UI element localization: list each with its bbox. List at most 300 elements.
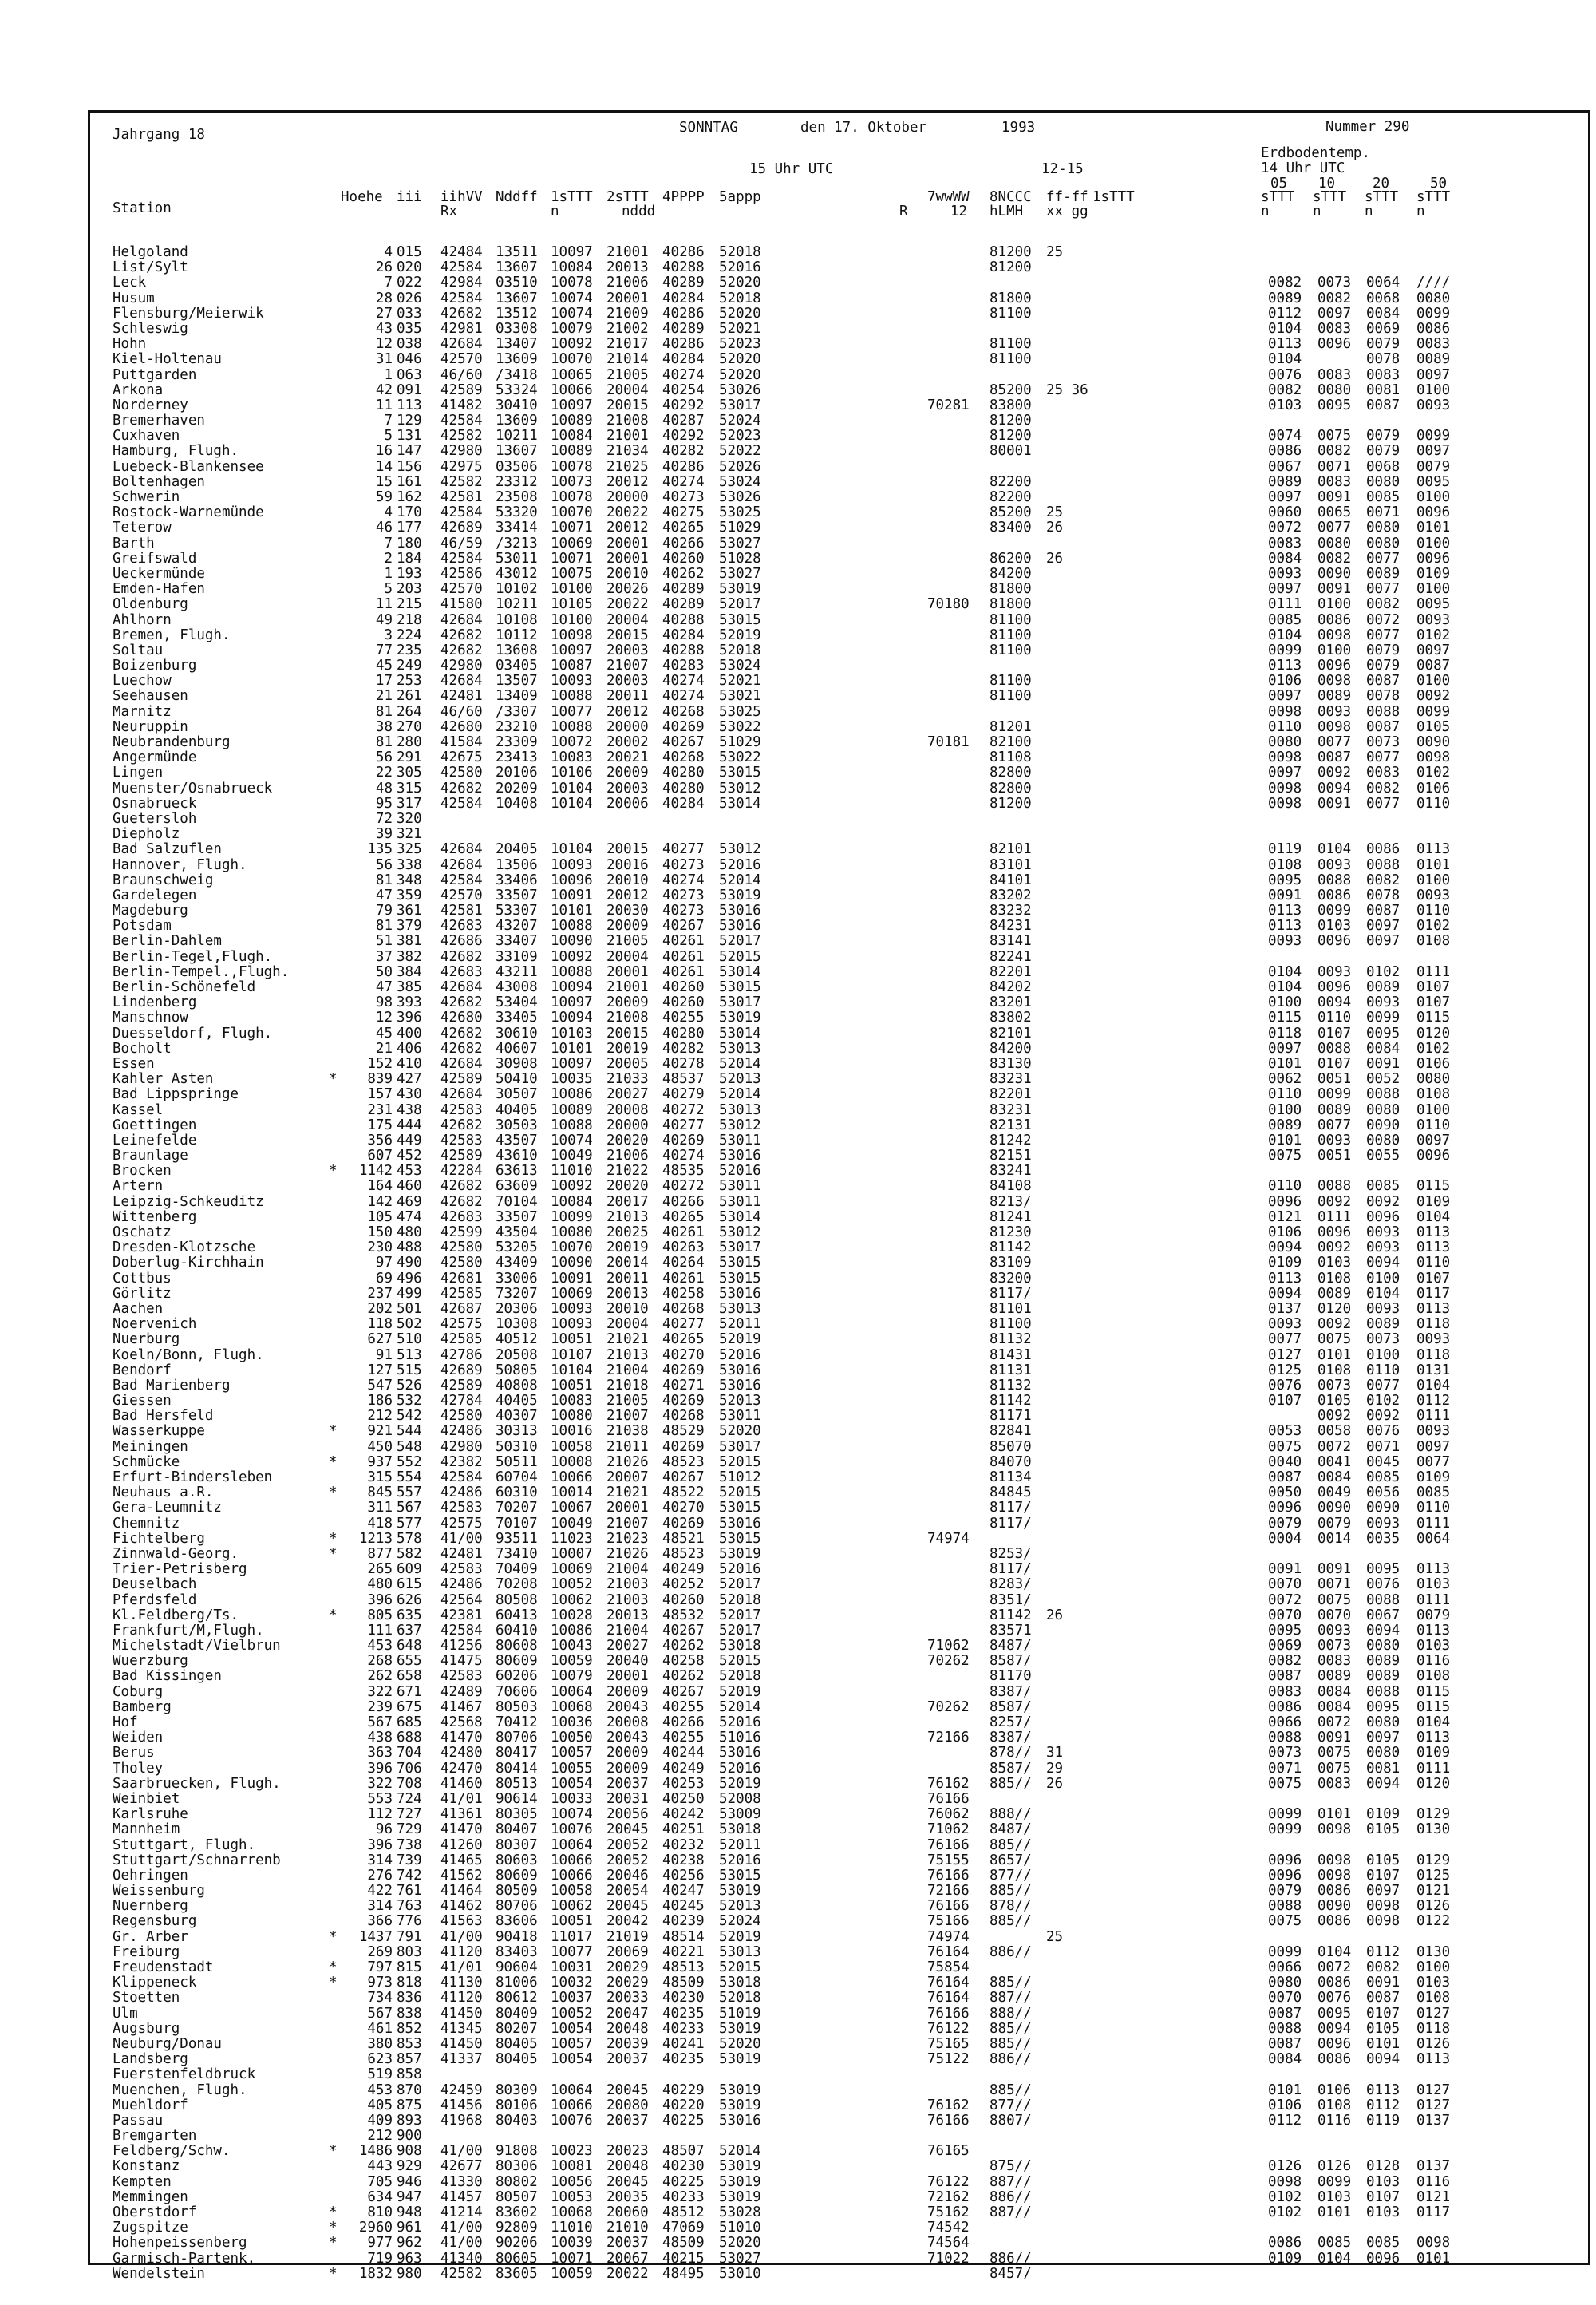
station-id: 852 <box>397 2020 422 2037</box>
soil-temp-value: 0082 <box>1366 780 1400 797</box>
pressure-value: 40275 <box>662 504 705 521</box>
station-name: Neubrandenburg <box>113 734 231 750</box>
station-height: 314 <box>367 1898 393 1915</box>
tendency-value: 51019 <box>719 2005 761 2022</box>
nddff-value: 53320 <box>496 504 538 521</box>
tendency-value: 52011 <box>719 1316 761 1333</box>
soil-temp-value: 0088 <box>1317 872 1352 888</box>
station-height: 105 <box>367 1208 393 1225</box>
temp-2-value: 21005 <box>606 933 649 950</box>
station-name: Teterow <box>113 520 172 536</box>
station-name: Leipzig-Schkeuditz <box>113 1193 264 1210</box>
station-id: 325 <box>397 841 422 858</box>
soil-temp-value: 0095 <box>1268 1622 1302 1639</box>
table-row <box>0 858 1596 873</box>
soil-temp-value: 0087 <box>1268 1668 1302 1685</box>
table-row <box>0 950 1596 965</box>
nddff-value: 80802 <box>496 2173 538 2190</box>
mountain-marker: * <box>329 2265 338 2282</box>
station-id: 338 <box>397 856 422 873</box>
table-row <box>0 1255 1596 1271</box>
soil-temp-value: 0055 <box>1366 1148 1400 1164</box>
station-id: 033 <box>397 305 422 322</box>
station-height: 142 <box>367 1193 393 1210</box>
iihvv-value: 42684 <box>440 673 483 690</box>
station-name: Aachen <box>113 1300 164 1317</box>
iihvv-value: 42382 <box>440 1453 483 1470</box>
nddff-value: 33109 <box>496 948 538 965</box>
temp-1-value: 10088 <box>551 963 593 980</box>
iihvv-value: 41/00 <box>440 2143 483 2160</box>
temp-2-value: 20015 <box>606 397 649 413</box>
station-id: 396 <box>397 1010 422 1026</box>
cloud-value: 8487/ <box>990 1821 1032 1838</box>
station-name: Bad Marienberg <box>113 1377 231 1394</box>
station-height: 12 <box>375 336 393 353</box>
table-row <box>0 1103 1596 1118</box>
station-height: 1437 <box>358 1928 393 1945</box>
nddff-value: 53307 <box>496 903 538 919</box>
iihvv-value: 42681 <box>440 1270 483 1287</box>
pressure-value: 40268 <box>662 1300 705 1317</box>
iihvv-value: 42584 <box>440 872 483 888</box>
soil-temp-value: 0101 <box>1416 2250 1451 2267</box>
soil-temp-value: 0078 <box>1366 887 1400 903</box>
soil-temp-value: 0119 <box>1268 841 1302 858</box>
pressure-value: 40289 <box>662 275 705 291</box>
table-row <box>0 2220 1596 2236</box>
station-height: 3 <box>384 627 393 643</box>
station-height: 418 <box>367 1515 393 1532</box>
soil-temp-value: 0094 <box>1366 1775 1400 1792</box>
iihvv-value: 42975 <box>440 458 483 475</box>
station-id: 542 <box>397 1408 422 1425</box>
soil-temp-value: 0093 <box>1317 856 1352 873</box>
gust-value: 31 <box>1046 1745 1064 1761</box>
station-id: 946 <box>397 2173 422 2190</box>
pressure-value: 40267 <box>662 1683 705 1700</box>
table-row <box>0 613 1596 628</box>
weather-value: 75155 <box>927 1852 970 1868</box>
soil-temp-value: 0049 <box>1317 1485 1352 1501</box>
iihvv-value: 41120 <box>440 1943 483 1960</box>
temp-2-value: 20000 <box>606 489 649 505</box>
cloud-value: 8657/ <box>990 1852 1032 1868</box>
soil-temp-value: 0004 <box>1268 1530 1302 1547</box>
station-height: 17 <box>375 673 393 690</box>
iihvv-value: 42683 <box>440 963 483 980</box>
soil-temp-value: 0086 <box>1366 841 1400 858</box>
soil-temp-value: 0122 <box>1416 1913 1451 1930</box>
weather-value: 72166 <box>927 1730 970 1746</box>
pressure-value: 40269 <box>662 1362 705 1378</box>
soil-temp-value: 0078 <box>1366 351 1400 368</box>
tendency-value: 53019 <box>719 1545 761 1562</box>
tendency-value: 53016 <box>719 903 761 919</box>
temp-1-value: 10097 <box>551 1055 593 1072</box>
pressure-value: 48523 <box>662 1545 705 1562</box>
temp-2-value: 20011 <box>606 1270 649 1287</box>
cloud-value: 81142 <box>990 1239 1032 1256</box>
tendency-value: 52013 <box>719 1898 761 1915</box>
soil-temp-value: 0084 <box>1366 305 1400 322</box>
table-row <box>0 475 1596 490</box>
temp-1-value: 10014 <box>551 1485 593 1501</box>
station-id: 501 <box>397 1300 422 1317</box>
station-height: 4 <box>384 244 393 260</box>
pressure-value: 40287 <box>662 413 705 429</box>
station-id: 046 <box>397 351 422 368</box>
soil-temp-value: 0080 <box>1366 1638 1400 1655</box>
cloud-value: 83241 <box>990 1163 1032 1180</box>
soil-temp-value: 0080 <box>1366 1132 1400 1149</box>
table-row <box>0 1608 1596 1623</box>
soil-temp-value: 0103 <box>1366 2173 1400 2190</box>
tendency-value: 52011 <box>719 1836 761 1853</box>
temp-2-value: 20009 <box>606 918 649 935</box>
soil-temp-value: 0119 <box>1366 2112 1400 2129</box>
station-name: Frankfurt/M,Flugh. <box>113 1622 264 1639</box>
soil-temp-value: 0102 <box>1268 2204 1302 2220</box>
pressure-value: 40263 <box>662 1239 705 1256</box>
weather-value: 72166 <box>927 1883 970 1900</box>
cloud-value: 81200 <box>990 428 1032 445</box>
cloud-value: 81108 <box>990 749 1032 766</box>
iihvv-value: 42584 <box>440 550 483 567</box>
nddff-value: 60206 <box>496 1668 538 1685</box>
station-height: 127 <box>367 1362 393 1378</box>
station-id: 321 <box>397 826 422 843</box>
temp-1-value: 10062 <box>551 1591 593 1608</box>
table-row <box>0 1838 1596 1853</box>
cloud-value: 82800 <box>990 780 1032 797</box>
cloud-value: 81142 <box>990 1607 1032 1623</box>
mountain-marker: * <box>329 1545 338 1562</box>
soil-temp-value: 0098 <box>1268 780 1302 797</box>
soil-temp-value: 0070 <box>1268 1576 1302 1593</box>
soil-temp-value: 0077 <box>1317 734 1352 750</box>
nddff-value: 13609 <box>496 413 538 429</box>
tendency-value: 53014 <box>719 795 761 812</box>
soil-temp-value: 0097 <box>1268 1040 1302 1057</box>
temp-2-value: 21002 <box>606 320 649 337</box>
station-name: Coburg <box>113 1683 164 1700</box>
soil-temp-value: 0111 <box>1317 1208 1352 1225</box>
soil-temp-value: 0110 <box>1268 718 1302 735</box>
nddff-value: 83403 <box>496 1943 538 1960</box>
soil-temp-value: 0096 <box>1317 658 1352 674</box>
pressure-value: 40261 <box>662 1224 705 1240</box>
station-name: Berlin-Tegel,Flugh. <box>113 948 273 965</box>
soil-temp-value: 0118 <box>1416 2020 1451 2037</box>
iihvv-value: 41260 <box>440 1836 483 1853</box>
soil-temp-value: 0080 <box>1268 734 1302 750</box>
station-id: 291 <box>397 749 422 766</box>
temp-2-value: 20043 <box>606 1698 649 1715</box>
table-row <box>0 1271 1596 1287</box>
station-name: Lindenberg <box>113 994 197 1011</box>
station-height: 37 <box>375 948 393 965</box>
soil-temp-value: 0097 <box>1268 581 1302 598</box>
iihvv-value: 42589 <box>440 382 483 398</box>
soil-temp-value: 0087 <box>1268 2035 1302 2052</box>
pressure-value: 40230 <box>662 2158 705 2175</box>
soil-temp-value: 0089 <box>1268 1117 1302 1133</box>
cloud-value: 8117/ <box>990 1285 1032 1302</box>
temp-2-value: 21008 <box>606 1010 649 1026</box>
soil-temp-value: 0062 <box>1268 1071 1302 1088</box>
station-name: Puttgarden <box>113 366 197 383</box>
soil-temp-value: 0088 <box>1366 1683 1400 1700</box>
tendency-value: 51028 <box>719 550 761 567</box>
cloud-value: 887// <box>990 2204 1032 2220</box>
nddff-value: 13607 <box>496 443 538 460</box>
pressure-value: 40268 <box>662 749 705 766</box>
soil-temp-value: 0082 <box>1268 275 1302 291</box>
station-id: 742 <box>397 1867 422 1884</box>
nddff-value: 13609 <box>496 351 538 368</box>
station-height: 623 <box>367 2051 393 2068</box>
soil-temp-value: 0095 <box>1366 1561 1400 1578</box>
iihvv-value: 42684 <box>440 979 483 995</box>
table-row <box>0 720 1596 735</box>
soil-temp-value: 0073 <box>1317 1638 1352 1655</box>
station-height: 26 <box>375 259 393 276</box>
pressure-value: 47069 <box>662 2220 705 2236</box>
tendency-value: 53025 <box>719 703 761 720</box>
station-height: 47 <box>375 979 393 995</box>
station-height: 95 <box>375 795 393 812</box>
temp-2-value: 20005 <box>606 1055 649 1072</box>
soil-temp-value: 0109 <box>1268 2250 1302 2267</box>
table-row <box>0 750 1596 765</box>
station-id: 452 <box>397 1148 422 1164</box>
soil-temp-value: 0089 <box>1317 1668 1352 1685</box>
soil-temp-value: 0092 <box>1317 1193 1352 1210</box>
pressure-value: 40280 <box>662 1025 705 1042</box>
pressure-value: 40289 <box>662 596 705 613</box>
soil-temp-value: 0088 <box>1366 1591 1400 1608</box>
weather-value: 75166 <box>927 1913 970 1930</box>
station-height: 937 <box>367 1453 393 1470</box>
iihvv-value: 41/00 <box>440 2220 483 2236</box>
col-5appp: 5appp <box>719 189 761 205</box>
soil-temp-value: 0091 <box>1366 1975 1400 1991</box>
nddff-value: 40808 <box>496 1377 538 1394</box>
cloud-value: 84202 <box>990 979 1032 995</box>
soil-temp-value: 0113 <box>1268 918 1302 935</box>
temp-2-value: 20037 <box>606 2112 649 2129</box>
soil-temp-value: 0098 <box>1416 749 1451 766</box>
station-name: Doberlug-Kirchhain <box>113 1255 264 1271</box>
tendency-value: 53013 <box>719 1101 761 1118</box>
soil-temp-value: 0070 <box>1268 1990 1302 2006</box>
temp-1-value: 10088 <box>551 688 593 705</box>
temp-1-value: 10083 <box>551 749 593 766</box>
tendency-value: 53016 <box>719 1362 761 1378</box>
station-height: 1832 <box>358 2265 393 2282</box>
temp-1-value: 10084 <box>551 1193 593 1210</box>
temp-1-value: 10086 <box>551 1086 593 1103</box>
nddff-value: 40405 <box>496 1393 538 1409</box>
tendency-value: 53028 <box>719 2204 761 2220</box>
station-name: Boizenburg <box>113 658 197 674</box>
cloud-value: 8253/ <box>990 1545 1032 1562</box>
soil-temp-value: 0093 <box>1416 1331 1451 1348</box>
station-id: 315 <box>397 780 422 797</box>
station-name: Manschnow <box>113 1010 188 1026</box>
temp-2-value: 20017 <box>606 1193 649 1210</box>
station-name: Oehringen <box>113 1867 188 1884</box>
station-id: 382 <box>397 948 422 965</box>
soil-temp-value: 0087 <box>1366 718 1400 735</box>
gust-value: 25 36 <box>1046 382 1088 398</box>
soil-temp-value: 0077 <box>1317 520 1352 536</box>
soil-temp-value: 0112 <box>1268 2112 1302 2129</box>
table-row <box>0 873 1596 888</box>
iihvv-value: 41465 <box>440 1852 483 1868</box>
pressure-value: 40284 <box>662 290 705 306</box>
iihvv-value: 42481 <box>440 688 483 705</box>
soil-temp-value: 0094 <box>1366 2051 1400 2068</box>
pressure-value: 40252 <box>662 1576 705 1593</box>
temp-2-value: 21013 <box>606 1208 649 1225</box>
soil-temp-value: 0085 <box>1366 489 1400 505</box>
cloud-value: 83201 <box>990 994 1032 1011</box>
station-height: 363 <box>367 1745 393 1761</box>
soil-temp-value: 0093 <box>1317 963 1352 980</box>
temp-2-value: 20003 <box>606 780 649 797</box>
temp-2-value: 21011 <box>606 1438 649 1455</box>
iihvv-value: 42682 <box>440 780 483 797</box>
mountain-marker: * <box>329 1485 338 1501</box>
table-row <box>0 337 1596 352</box>
station-id: 637 <box>397 1622 422 1639</box>
table-row <box>0 797 1596 812</box>
station-height: 45 <box>375 658 393 674</box>
station-name: Nuerburg <box>113 1331 180 1348</box>
tendency-value: 52016 <box>719 1561 761 1578</box>
temp-1-value: 10089 <box>551 413 593 429</box>
station-id: 393 <box>397 994 422 1011</box>
temp-1-value: 10064 <box>551 1683 593 1700</box>
soil-temp-value: 0106 <box>1416 1055 1451 1072</box>
station-table <box>0 245 1596 2282</box>
pressure-value: 40245 <box>662 1898 705 1915</box>
pressure-value: 48537 <box>662 1071 705 1088</box>
nddff-value: 80605 <box>496 2250 538 2267</box>
soil-temp-value: 0102 <box>1416 918 1451 935</box>
table-row <box>0 460 1596 475</box>
temp-2-value: 20021 <box>606 749 649 766</box>
temp-2-value: 20031 <box>606 1790 649 1807</box>
pressure-value: 40274 <box>662 366 705 383</box>
station-name: Fuerstenfeldbruck <box>113 2066 256 2083</box>
pressure-value: 48522 <box>662 1485 705 1501</box>
cloud-value: 82101 <box>990 841 1032 858</box>
temp-2-value: 21019 <box>606 1928 649 1945</box>
nddff-value: 30507 <box>496 1086 538 1103</box>
soil-temp-value: 0096 <box>1416 550 1451 567</box>
table-row <box>0 919 1596 934</box>
nddff-value: 13506 <box>496 856 538 873</box>
station-id: 410 <box>397 1055 422 1072</box>
station-height: 2 <box>384 550 393 567</box>
weather-value: 70281 <box>927 397 970 413</box>
station-id: 474 <box>397 1208 422 1225</box>
soil-temp-value: 0100 <box>1317 596 1352 613</box>
temp-1-value: 10028 <box>551 1607 593 1623</box>
tendency-value: 52023 <box>719 336 761 353</box>
nddff-value: 63613 <box>496 1163 538 1180</box>
iihvv-value: 42484 <box>440 244 483 260</box>
soil-temp-value: 0093 <box>1268 1316 1302 1333</box>
station-id: 147 <box>397 443 422 460</box>
temp-1-value: 10049 <box>551 1515 593 1532</box>
cloud-value: 81142 <box>990 1393 1032 1409</box>
table-row <box>0 2083 1596 2098</box>
soil-temp-value: 0115 <box>1416 1683 1451 1700</box>
station-id: 361 <box>397 903 422 919</box>
cloud-value: 82841 <box>990 1423 1032 1440</box>
soil-temp-value: 0106 <box>1268 1224 1302 1240</box>
soil-temp-value: 0093 <box>1366 1224 1400 1240</box>
soil-temp-value: 0110 <box>1268 1086 1302 1103</box>
soil-temp-value: 0086 <box>1317 1913 1352 1930</box>
nddff-value: 80417 <box>496 1745 538 1761</box>
soil-temp-value: 0088 <box>1366 703 1400 720</box>
soil-temp-value: 0113 <box>1416 2051 1451 2068</box>
soil-temp-value: 0086 <box>1317 1883 1352 1900</box>
tendency-value: 53022 <box>719 718 761 735</box>
station-height: 453 <box>367 1638 393 1655</box>
table-row <box>0 1532 1596 1547</box>
station-height: 380 <box>367 2035 393 2052</box>
station-height: 12 <box>375 1010 393 1026</box>
table-row <box>0 1884 1596 1899</box>
soil-temp-value: 0077 <box>1366 581 1400 598</box>
temp-1-value: 10093 <box>551 673 593 690</box>
pressure-value: 48512 <box>662 2204 705 2220</box>
table-row <box>0 2144 1596 2159</box>
nddff-value: 43504 <box>496 1224 538 1240</box>
temp-2-value: 20060 <box>606 2204 649 2220</box>
soil-temp-value: 0093 <box>1317 703 1352 720</box>
soil-temp-value: 0101 <box>1268 1132 1302 1149</box>
soil-temp-value: 0069 <box>1268 1638 1302 1655</box>
soil-temp-value: 0081 <box>1366 1760 1400 1777</box>
station-height: 396 <box>367 1591 393 1608</box>
nddff-value: 30503 <box>496 1117 538 1133</box>
soil-temp-value: 0100 <box>1416 581 1451 598</box>
temp-1-value: 10093 <box>551 856 593 873</box>
mountain-marker: * <box>329 1530 338 1547</box>
station-name: Guetersloh <box>113 810 197 827</box>
station-id: 688 <box>397 1730 422 1746</box>
temp-2-value: 20033 <box>606 1990 649 2006</box>
cloud-value: 83202 <box>990 887 1032 903</box>
tendency-value: 53012 <box>719 841 761 858</box>
cloud-value: 82200 <box>990 473 1032 490</box>
station-height: 607 <box>367 1148 393 1164</box>
tendency-value: 53014 <box>719 1208 761 1225</box>
station-name: Klippeneck <box>113 1975 197 1991</box>
iihvv-value: 42599 <box>440 1224 483 1240</box>
soil-temp-value: 0080 <box>1366 1714 1400 1730</box>
temp-2-value: 20016 <box>606 856 649 873</box>
tendency-value: 53019 <box>719 2020 761 2037</box>
temp-2-value: 21004 <box>606 1561 649 1578</box>
